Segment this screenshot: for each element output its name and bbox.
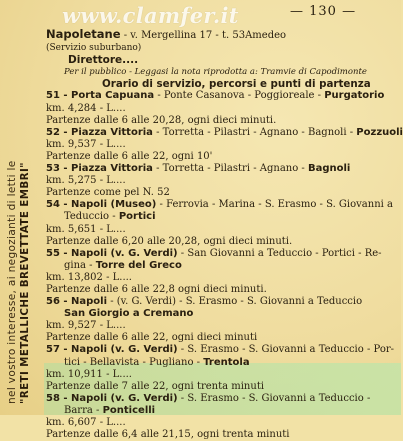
route-line [46, 248, 398, 260]
route-detail: Partenze dalle 7 alle 22, ogni trenta minuti [46, 380, 265, 392]
route-stops: - Torretta - Pilastri - Agnano - Bagnoli - [152, 126, 357, 138]
side-advert-line2: "RETI METALLICHE BREVETTATE EMBRI" [19, 162, 31, 404]
route-detail: km. 13,802 - L.... [46, 271, 132, 283]
route-stops: - (v. G. Verdi) - S. Erasmo - S. Giovanni a Teduccio [107, 296, 363, 308]
route-detail: km. 4,284 - L.... [46, 102, 126, 114]
public-note-text: - Leggasi la nota riprodotta a: Tramvie di Capodimonte [126, 67, 367, 78]
route-stops: - S. Erasmo - S. Giovanni a Teduccio - [177, 392, 371, 404]
route-terminus: Pozzuoli [356, 126, 403, 138]
route-terminus: Portici [118, 211, 156, 223]
route-stops: - S. Erasmo - S. Giovanni a Teduccio - Por- [177, 344, 395, 356]
route-terminus: San Giorgio a Cremano [64, 308, 194, 320]
route-line [46, 115, 398, 127]
route-detail: Partenze dalle 6 alle 22, ogni dieci minuti [46, 332, 258, 344]
route-stops: - San Giovanni a Teduccio - Portici - Re- [177, 247, 382, 259]
route-line [46, 187, 398, 199]
route-line [46, 357, 398, 369]
route-line [46, 272, 398, 284]
route-name: 52 - Piazza Vittoria [46, 126, 153, 138]
route-detail: Partenze dalle 6,20 alle 20,28, ogni dieci minuti. [46, 235, 293, 247]
route-terminus: Trentola [203, 356, 250, 368]
side-advert-line1: nel vostro interesse, ai negozianti di letti le [6, 160, 18, 404]
side-advert [2, 8, 42, 408]
route-name: 57 - Napoli (v. G. Verdi) [46, 344, 178, 356]
route-name: 56 - Napoli [46, 296, 108, 308]
route-line [46, 236, 398, 248]
route-51 [46, 90, 398, 126]
route-line [46, 103, 398, 115]
route-detail: Partenze dalle 6,4 alle 21,15, ogni trenta minuti [46, 429, 290, 441]
route-line [46, 199, 398, 211]
route-53 [46, 163, 398, 199]
route-line [46, 429, 398, 441]
route-line [46, 175, 398, 187]
route-stops: Barra - [64, 404, 103, 416]
route-54 [46, 199, 398, 247]
route-56 [46, 296, 398, 344]
route-line [46, 405, 398, 417]
route-detail: Partenze dalle 6 alle 22, ogni 10' [46, 150, 213, 162]
company-name: Napoletane [46, 27, 121, 41]
route-terminus: Purgatorio [324, 90, 385, 102]
route-line [46, 417, 398, 429]
route-detail: km. 5,275 - L.... [46, 175, 126, 187]
route-line [46, 163, 398, 175]
route-line [46, 151, 398, 163]
timetable [46, 27, 403, 441]
route-line [46, 393, 398, 405]
route-stops: - Torretta - Pilastri - Agnano - [152, 163, 308, 175]
company-address: - v. Mergellina 17 - t. 53Amedeo [120, 30, 287, 41]
watermark: www.clamfer.it [62, 3, 239, 28]
route-stops: tici - Bellavista - Pugliano - [64, 356, 204, 368]
route-line [46, 320, 398, 332]
route-detail: km. 5,651 - L.... [46, 223, 126, 235]
route-name: 53 - Piazza Vittoria [46, 163, 153, 175]
route-detail: km. 10,911 - L.... [46, 368, 132, 380]
route-name: 55 - Napoli (v. G. Verdi) [46, 247, 178, 259]
route-name: 54 - Napoli (Museo) [46, 199, 157, 211]
route-detail: km. 9,527 - L.... [46, 320, 126, 332]
route-terminus: Torre del Greco [95, 259, 182, 271]
route-line [46, 126, 403, 139]
route-line [46, 381, 398, 393]
route-line [46, 224, 398, 236]
section-title: Orario di servizio, percorsi e punti di partenza [102, 78, 371, 91]
public-note-label: Per il pubblico [64, 67, 127, 78]
route-52 [46, 126, 403, 163]
route-line [46, 308, 398, 320]
route-stops: - Ponte Casanova - Poggioreale - [154, 90, 325, 102]
route-line [46, 296, 398, 308]
route-detail: Partenze dalle 6 alle 22,8 ogni dieci minuti. [46, 283, 267, 295]
route-terminus: Bagnoli [307, 163, 351, 175]
route-line [46, 332, 398, 344]
route-line [46, 284, 398, 296]
route-58 [46, 393, 398, 441]
director-line: Direttore.... [68, 54, 139, 67]
route-line [46, 369, 398, 381]
page-number: — 130 — [290, 4, 357, 19]
route-detail: Partenze come pel N. 52 [46, 187, 170, 199]
route-57 [46, 344, 398, 392]
route-line [46, 90, 398, 102]
route-stops: Teduccio - [64, 211, 119, 223]
route-line [46, 211, 398, 223]
route-terminus: Ponticelli [102, 404, 156, 416]
route-detail: km. 6,607 - L.... [46, 417, 126, 428]
public-note [46, 66, 398, 78]
route-line [46, 260, 398, 272]
route-detail: km. 9,537 - L.... [46, 138, 126, 150]
route-name: 51 - Porta Capuana [46, 90, 155, 102]
route-55 [46, 248, 398, 296]
route-stops: - Ferrovia - Marina - S. Erasmo - S. Giovanni a [156, 199, 393, 211]
route-detail: Partenze dalle 6 alle 20,28, ogni dieci minuti. [46, 114, 277, 126]
route-list [46, 90, 403, 441]
route-line [46, 344, 398, 356]
company-header [46, 28, 398, 42]
route-stops: gina - [64, 259, 96, 271]
service-subtitle: (Servizio suburbano) [46, 43, 142, 54]
route-name: 58 - Napoli (v. G. Verdi) [46, 392, 178, 404]
route-line [46, 139, 398, 151]
